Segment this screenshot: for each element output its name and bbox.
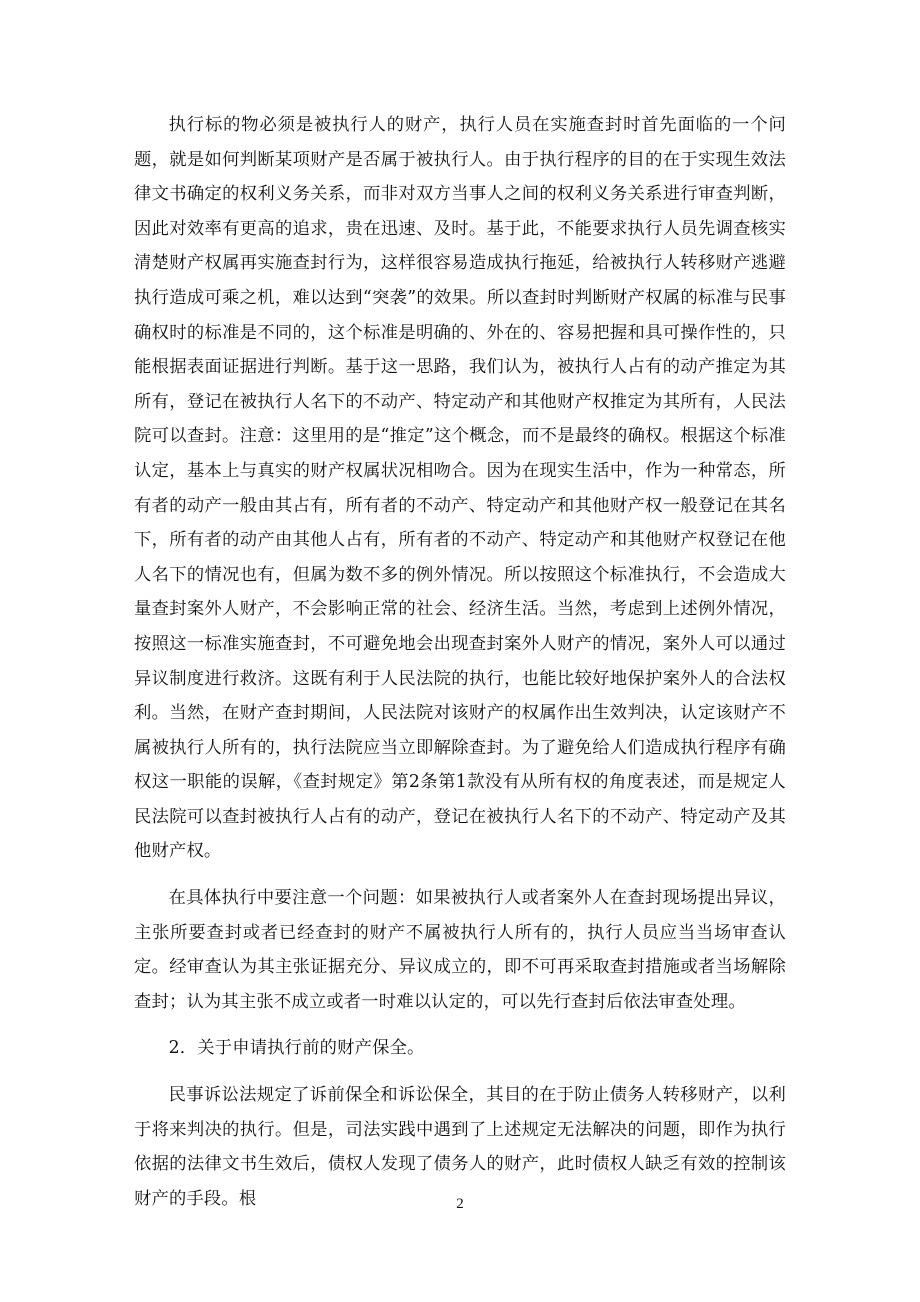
- section-heading-pre-execution-preservation: 2．关于申请执行前的财产保全。: [168, 1038, 425, 1059]
- page-number: 2: [456, 1196, 464, 1212]
- paragraph-civil-procedure: 民事诉讼法规定了诉前保全和诉讼保全，其目的在于防止债务人转移财产，以利于将来判决的执行。但是，司法实践中遇到了上述规定无法解决的问题，即作为执行依据的法律文书生效后，债权人发现了债务人的财产，此时债权人缺乏有效的控制该财产的手段。根: [134, 1085, 786, 1209]
- paragraph-property-ownership: 执行标的物必须是被执行人的财产，执行人员在实施查封时首先面临的一个问题，就是如何判断某项财产是否属于被执行人。由于执行程序的目的在于实现生效法律文书确定的权利义务关系，而非对双方当事人之间的权利义务关系进行审查判断，因此对效率有更高的追求，贵在迅速、及时。基于此，不能要求执行人员先调查核实清楚财产权属再实施查封行为，这样很容易造成执行拖延，给被执行人转移财产逃避执行造成可乘之机，难以达到“突袭”的效果。所以查封时判断财产权属的标准与民事确权时的标准是不同的，这个标准是明确的、外在的、容易把握和具可操作性的，只能根据表面证据进行判断。基于这一思路，我们认为，被执行人占有的动产推定为其所有，登记在被执行人名下的不动产、特定动产和其他财产权推定为其所有，人民法院可以查封。注意：这里用的是“推定”这个概念，而不是最终的确权。根据这个标准认定，基本上与真实的财产权属状况相吻合。因为在现实生活中，作为一种常态，所有者的动产一般由其占有，所有者的不动产、特定动产和其他财产权一般登记在其名下，所有者的动产由其他人占有，所有者的不动产、特定动产和其他财产权登记在他人名下的情况也有，但属为数不多的例外情况。所以按照这个标准执行，不会造成大量查封案外人财产，不会影响正常的社会、经济生活。当然，考虑到上述例外情况，按照这一标准实施查封，不可避免地会出现查封案外人财产的情况，案外人可以通过异议制度进行救济。这既有利于人民法院的执行，也能比较好地保护案外人的合法权利。当然，在财产查封期间，人民法院对该财产的权属作出生效判决，认定该财产不属被执行人所有的，执行法院应当立即解除查封。为了避免给人们造成执行程序有确权这一职能的误解，《查封规定》第2条第1款没有从所有权的角度表述，而是规定人民法院可以查封被执行人占有的动产，登记在被执行人名下的不动产、特定动产及其他财产权。: [134, 115, 786, 862]
- paragraph-objection-handling: 在具体执行中要注意一个问题：如果被执行人或者案外人在查封现场提出异议，主张所要查封或者已经查封的财产不属被执行人所有的，执行人员应当当场审查认定。经审查认为其主张证据充分、异议成立的，即不可再采取查封措施或者当场解除查封；认为其主张不成立或者一时难以认定的，可以先行查封后依法审查处理。: [134, 888, 786, 1012]
